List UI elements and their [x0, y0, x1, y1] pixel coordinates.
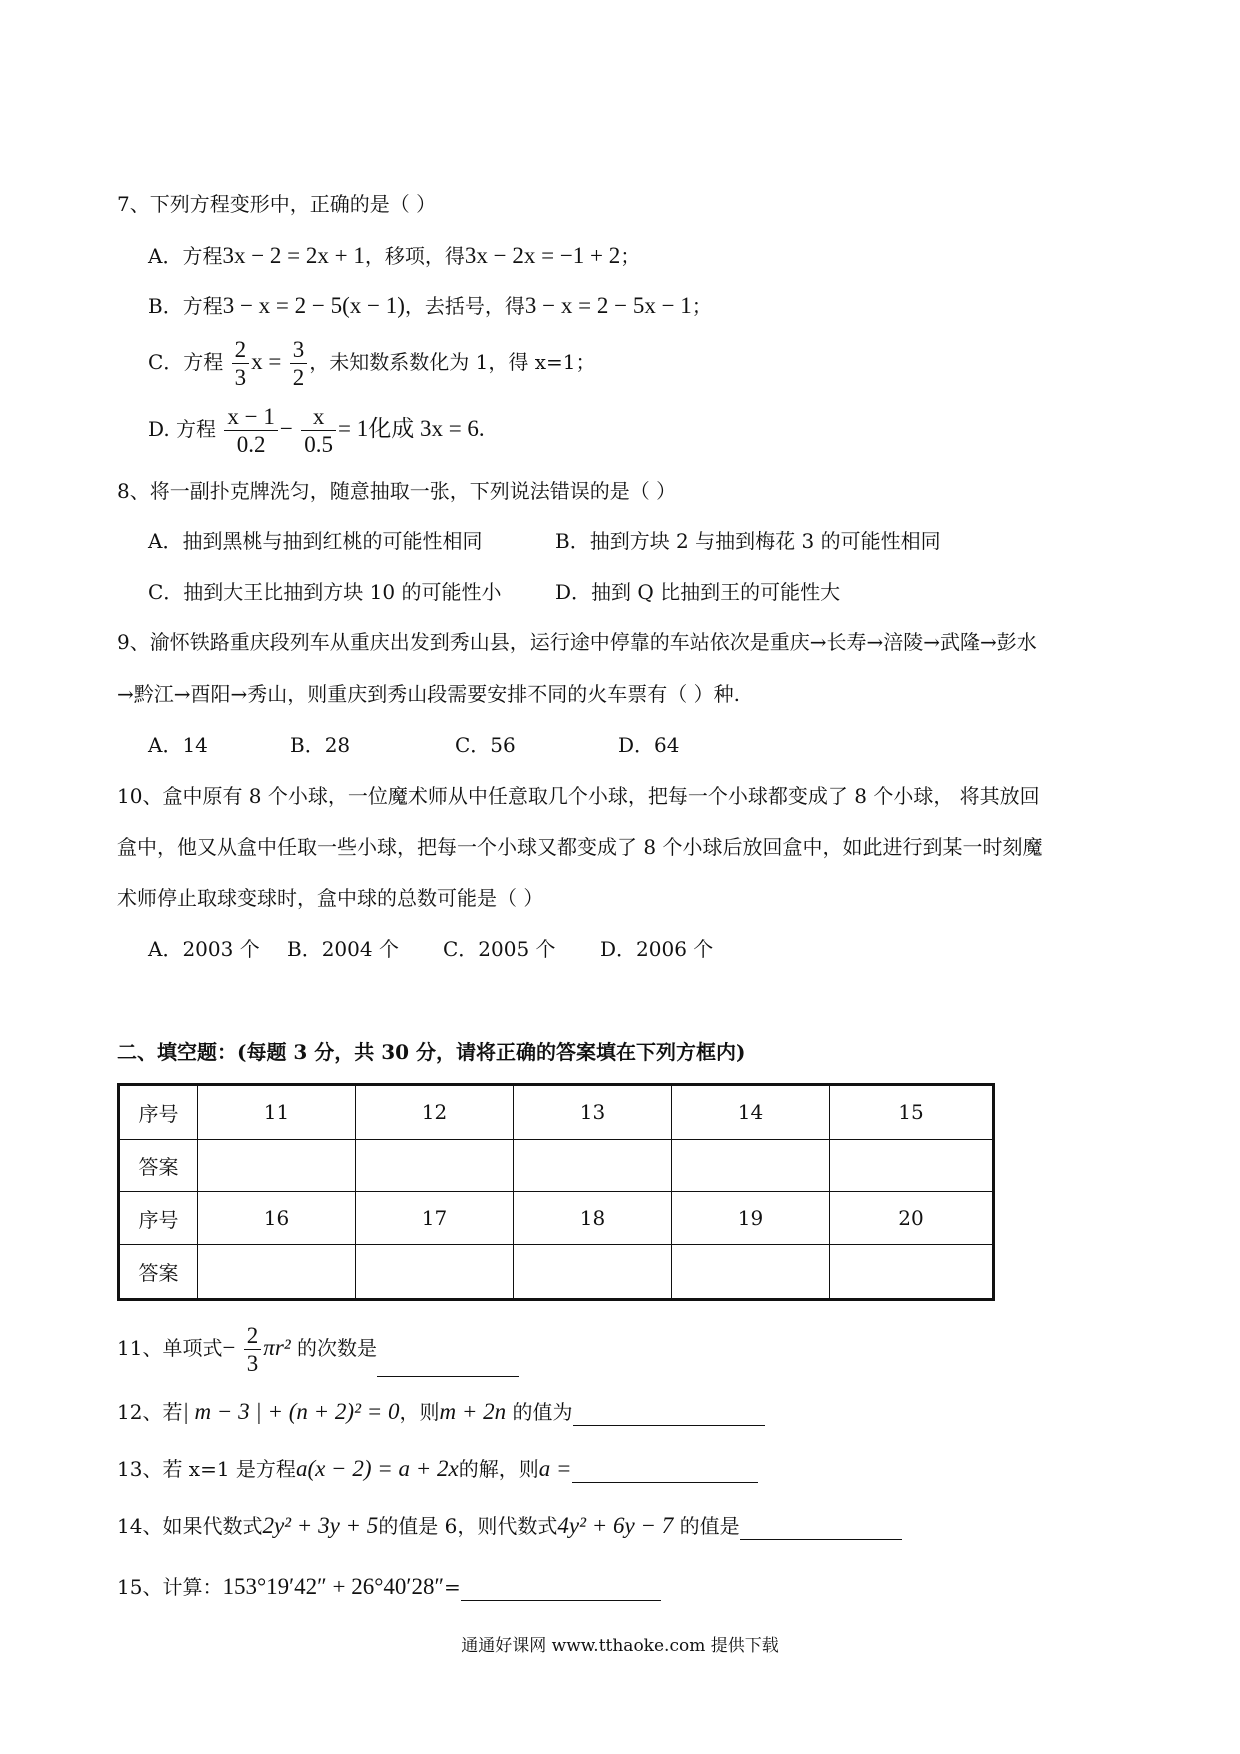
table-row — [119, 1245, 994, 1300]
q9-stem-line1: 9、渝怀铁路重庆段列车从重庆出发到秀山县，运行途中停靠的车站依次是重庆→长寿→涪陵→武隆→彭水 — [117, 630, 1037, 654]
q10-option-c: C．2005 个 — [443, 937, 556, 961]
answer-cell[interactable] — [514, 1139, 672, 1192]
q7-option-d: D. 方程 $\frac{x - 1}{0.2}$ − $\frac{x}{0.5}$ = 1化成 3x = 6. — [148, 404, 485, 457]
table-cell: 15 — [830, 1085, 994, 1140]
q10-option-d: D．2006 个 — [600, 937, 714, 961]
table-cell: 13 — [514, 1085, 672, 1140]
q10-stem-line2: 盒中，他又从盒中任取一些小球，把每一个小球又都变成了 8 个小球后放回盒中，如此进行到某一时刻魔 — [117, 835, 1043, 859]
table-cell: 18 — [514, 1192, 672, 1245]
answer-cell[interactable] — [830, 1245, 994, 1300]
q13: 13、若 x=1 是方程a(x − 2) = a + 2x的解，则a = — [117, 1455, 758, 1483]
answer-blank[interactable] — [377, 1352, 519, 1377]
table-cell: 16 — [198, 1192, 356, 1245]
table-cell: 答案 — [119, 1245, 198, 1300]
table-cell: 序号 — [119, 1085, 198, 1140]
q7-stem: 7、下列方程变形中，正确的是（ ） — [117, 192, 437, 216]
q9-option-b: B．28 — [290, 733, 351, 757]
q8-option-a: A．抽到黑桃与抽到红桃的可能性相同 — [148, 529, 483, 553]
q8-option-c: C．抽到大王比抽到方块 10 的可能性小 — [148, 580, 502, 604]
q9-option-d: D．64 — [618, 733, 680, 757]
section-title: 二、填空题：(每题 3 分，共 30 分，请将正确的答案填在下列方框内) — [117, 1040, 746, 1064]
table-cell: 14 — [672, 1085, 830, 1140]
answer-cell[interactable] — [672, 1139, 830, 1192]
q9-option-c: C．56 — [455, 733, 516, 757]
q10-option-b: B．2004 个 — [287, 937, 399, 961]
q10-stem-line3: 术师停止取球变球时，盒中球的总数可能是（ ） — [117, 886, 544, 910]
table-cell: 12 — [356, 1085, 514, 1140]
answer-cell[interactable] — [198, 1139, 356, 1192]
table-row — [119, 1192, 994, 1245]
answer-cell[interactable] — [356, 1139, 514, 1192]
q14: 14、如果代数式2y² + 3y + 5的值是 6，则代数式4y² + 6y − 7 的值是 — [117, 1512, 902, 1540]
q8-option-b: B．抽到方块 2 与抽到梅花 3 的可能性相同 — [555, 529, 941, 553]
answer-blank[interactable] — [461, 1576, 661, 1601]
q9-stem-line2: →黔江→酉阳→秀山，则重庆到秀山段需要安排不同的火车票有（ ）种. — [117, 682, 740, 706]
q10-option-a: A．2003 个 — [148, 937, 260, 961]
q11: 11、单项式− $\frac{2}{3}$ πr² 的次数是 — [117, 1322, 519, 1377]
q10-stem-line1: 10、盒中原有 8 个小球，一位魔术师从中任意取几个小球，把每一个小球都变成了 8 个小球， 将其放回 — [117, 784, 1040, 808]
q7-option-c: C．方程 $\frac{2}{3}$ x = $\frac{3}{2}$ ，未知数系数化为 1，得 x=1； — [148, 337, 596, 390]
answer-cell[interactable] — [514, 1245, 672, 1300]
answer-blank[interactable] — [573, 1401, 765, 1426]
answer-cell[interactable] — [198, 1245, 356, 1300]
table-cell: 11 — [198, 1085, 356, 1140]
q15: 15、计算：153°19′42″ + 26°40′28″= — [117, 1573, 661, 1601]
table-row — [119, 1139, 994, 1192]
table-cell: 序号 — [119, 1192, 198, 1245]
table-row — [119, 1085, 994, 1140]
q8-stem: 8、将一副扑克牌洗匀，随意抽取一张，下列说法错误的是（ ） — [117, 479, 677, 503]
answer-blank[interactable] — [740, 1515, 902, 1540]
q12: 12、若| m − 3 | + (n + 2)² = 0，则m + 2n 的值为 — [117, 1398, 765, 1426]
answer-table — [117, 1083, 995, 1301]
table-cell: 17 — [356, 1192, 514, 1245]
q7-option-b: B．方程3 − x = 2 − 5(x − 1)，去括号，得3 − x = 2 − 5x − 1； — [148, 293, 712, 318]
q8-option-d: D．抽到 Q 比抽到王的可能性大 — [555, 580, 841, 604]
table-cell: 19 — [672, 1192, 830, 1245]
answer-cell[interactable] — [672, 1245, 830, 1300]
q9-option-a: A．14 — [148, 733, 208, 757]
fraction: $\frac{x - 1}{0.2}$ — [224, 403, 277, 458]
fraction: $\frac{2}{3}$ — [232, 336, 250, 391]
q7-option-a: A．方程3x − 2 = 2x + 1，移项，得3x − 2x = −1 + 2； — [148, 243, 641, 268]
table-cell: 20 — [830, 1192, 994, 1245]
fraction: $\frac{2}{3}$ — [244, 1322, 262, 1377]
fraction: $\frac{3}{2}$ — [290, 336, 308, 391]
answer-cell[interactable] — [830, 1139, 994, 1192]
fraction: $\frac{x}{0.5}$ — [301, 403, 336, 458]
table-cell: 答案 — [119, 1139, 198, 1192]
page-footer: 通通好课网 www.tthaoke.com 提供下载 — [461, 1636, 779, 1656]
answer-blank[interactable] — [572, 1458, 758, 1483]
answer-cell[interactable] — [356, 1245, 514, 1300]
